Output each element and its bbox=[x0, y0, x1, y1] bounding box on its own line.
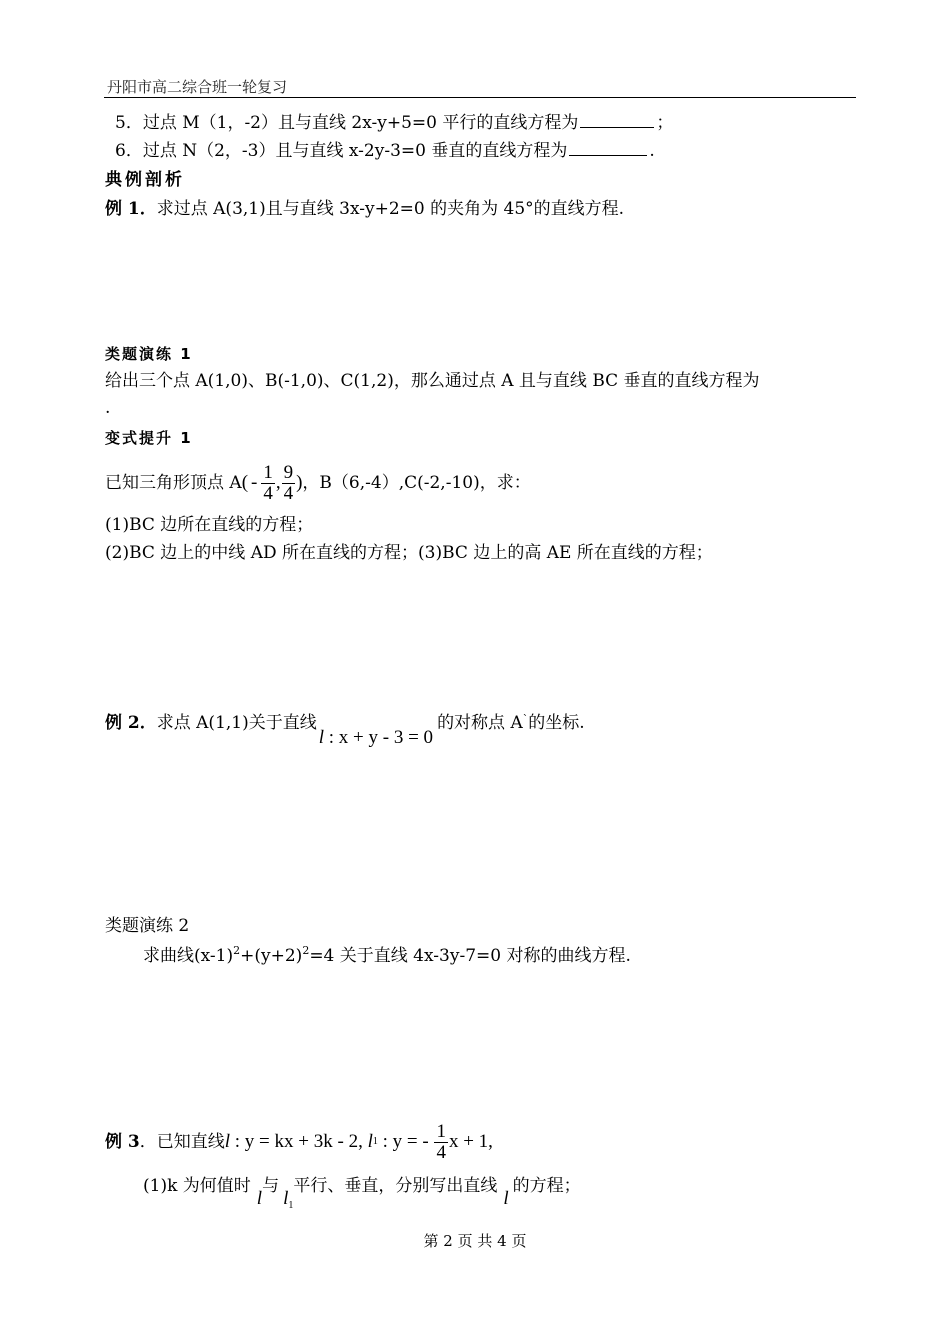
variant-1-statement bbox=[105, 455, 531, 511]
fraction-one-quarter: $\frac{1}{4}$ bbox=[263, 461, 273, 504]
minus-sign: - bbox=[251, 471, 258, 493]
question-6-text: 6．过点 N（2，-3）且与直线 x-2y-3=0 垂直的直线方程为 bbox=[115, 141, 568, 161]
question-6-end: . bbox=[649, 141, 655, 161]
question-6 bbox=[115, 141, 655, 161]
practice-2-text: 求曲线$(x-1)^2+(y+2)^2=4$ 关于直线 4x-3y-7=0 对称的曲线方程. bbox=[143, 944, 631, 966]
example-2 bbox=[105, 713, 585, 750]
prime-mark: ` bbox=[522, 713, 529, 726]
answer-blank bbox=[569, 141, 647, 156]
answer-blank bbox=[580, 113, 654, 128]
page-footer: 第 2 页 共 4 页 bbox=[423, 1232, 527, 1250]
example-3-intro: ．已知直线 bbox=[139, 1131, 225, 1152]
example-2-post: 的对称点 A bbox=[437, 713, 523, 733]
fraction-one-quarter: $\frac{1}{4}$ bbox=[436, 1120, 446, 1163]
example-3 bbox=[105, 1114, 493, 1170]
close-paren: ) bbox=[296, 471, 303, 493]
open-paren: ( bbox=[241, 471, 249, 493]
example-3-label: 例 3 bbox=[105, 1131, 140, 1152]
question-5 bbox=[115, 113, 673, 133]
example-1 bbox=[105, 199, 624, 219]
practice-1-line2: . bbox=[105, 398, 111, 418]
variant-1-q2: (2)BC 边上的中线 AD 所在直线的方程；(3)BC 边上的高 AE 所在直线的方程； bbox=[105, 543, 713, 563]
variant-1-q1: (1)BC 边所在直线的方程； bbox=[105, 515, 314, 535]
example-1-text: 求过点 A(3,1)且与直线 3x-y+2=0 的夹角为 45°的直线方程. bbox=[156, 199, 625, 219]
practice-2-title: 类题演练 2 bbox=[105, 916, 190, 936]
question-5-end: ； bbox=[656, 113, 674, 133]
example-3-q1: (1)k 为何值时 l 与 $l_1$ 平行、垂直，分别写出直线 l 的方程； bbox=[143, 1176, 581, 1211]
comma: , bbox=[275, 471, 281, 493]
question-5-text: 5．过点 M（1，-2）且与直线 2x-y+5=0 平行的直线方程为 bbox=[115, 113, 579, 133]
variant-1-pre: 已知三角形顶点 A bbox=[105, 472, 242, 493]
line-equation: l : x + y - 3 = 0 bbox=[318, 727, 434, 748]
section-title: 典例剖析 bbox=[105, 170, 185, 190]
example-2-label: 例 2． bbox=[105, 713, 157, 733]
practice-1-line1: 给出三个点 A(1,0)、B(-1,0)、C(1,2)，那么通过点 A 且与直线 BC 垂直的直线方程为 bbox=[105, 371, 760, 391]
example-1-label: 例 1． bbox=[105, 199, 157, 219]
header-rule bbox=[104, 97, 856, 98]
header-title: 丹阳市高二综合班一轮复习 bbox=[107, 78, 288, 96]
example-2-post2: 的坐标. bbox=[528, 713, 585, 733]
equation-l: l : y = kx + 3k - 2, l 1 : y = - $\frac{1}{4}$ x + 1, bbox=[224, 1120, 493, 1163]
fraction-nine-quarters: $\frac{9}{4}$ bbox=[283, 461, 294, 504]
variant-1-title: 变式提升 1 bbox=[105, 429, 193, 447]
example-2-pre: 求点 A(1,1)关于直线 bbox=[156, 713, 317, 733]
practice-1-title: 类题演练 1 bbox=[105, 345, 193, 363]
point-a-coords bbox=[242, 463, 303, 504]
variant-1-post: ，B（6,-4）,C(-2,-10)，求： bbox=[302, 472, 531, 493]
